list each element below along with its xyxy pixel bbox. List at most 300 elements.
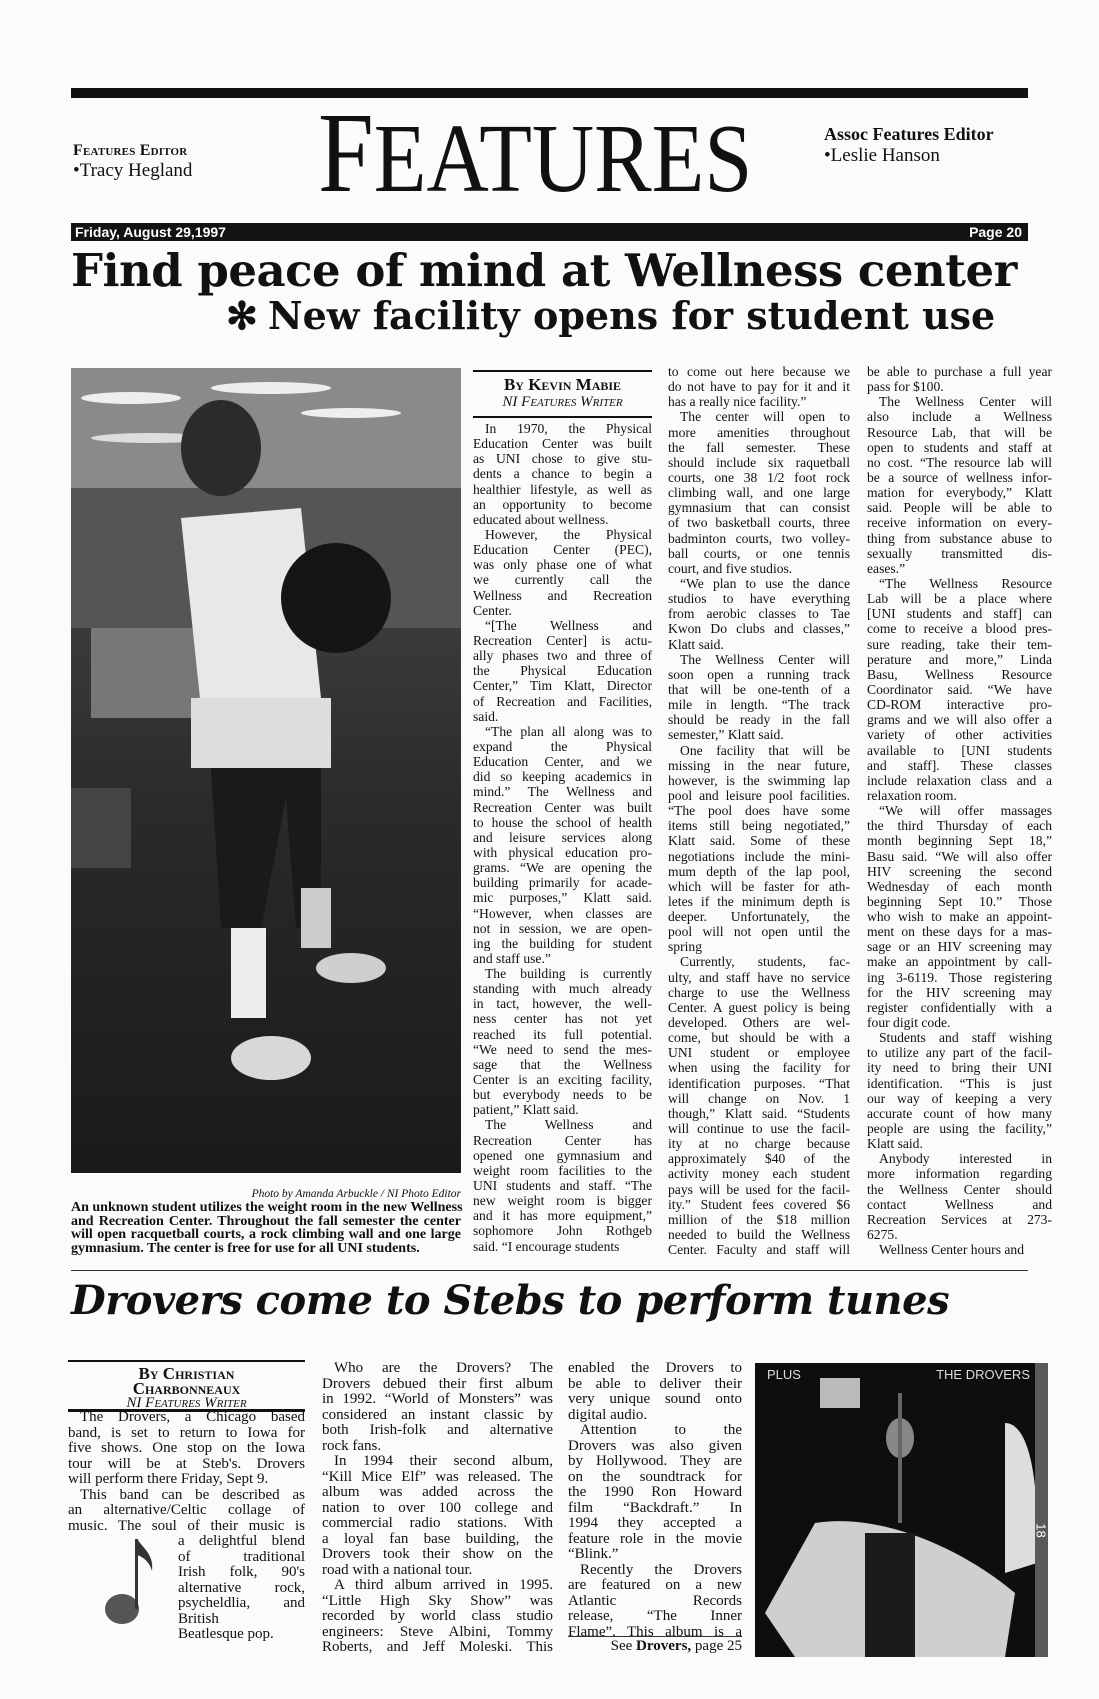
text-line: “Blink.” xyxy=(568,1546,619,1562)
album-cover-image xyxy=(755,1363,1048,1657)
text-line: Education Center was built xyxy=(473,436,652,452)
text-line: album was added across the xyxy=(322,1484,553,1500)
paragraph xyxy=(473,966,652,1117)
text-line: activity money each student xyxy=(668,1166,850,1182)
text-line: however, is the swimming lap xyxy=(668,772,850,788)
text-line: as UNI chose to give stu- xyxy=(473,451,652,467)
paragraph xyxy=(473,1117,652,1253)
paragraph xyxy=(473,421,652,527)
text-line: band, is set to return to Iowa for xyxy=(68,1424,305,1441)
photo-credit: Photo by Amanda Arbuckle / NI Photo Editor xyxy=(251,1188,461,1200)
text-line: The building is currently xyxy=(485,966,652,982)
text-line: four digit code. xyxy=(867,1015,951,1031)
text-line: British xyxy=(178,1610,219,1627)
text-line: soon open a running track xyxy=(668,666,850,682)
paragraph xyxy=(867,1242,1052,1257)
paragraph xyxy=(668,954,850,1257)
paragraph xyxy=(71,1201,461,1255)
jump-prefix: See xyxy=(610,1638,633,1654)
text-line: “Little High Sky Show” was xyxy=(322,1592,553,1609)
text-line: ally phases two and three of xyxy=(473,648,652,664)
text-line: has a really nice facility.” xyxy=(668,394,807,410)
text-line: 1994 they accepted a xyxy=(568,1515,742,1531)
album-text-number: 18 xyxy=(1033,1523,1048,1538)
text-line: CD-ROM interactive pro- xyxy=(867,697,1052,713)
text-line: mum depth of the lap pool, xyxy=(668,863,850,879)
paragraph xyxy=(68,1410,305,1488)
text-line: courts, one 38 1/2 foot rock xyxy=(668,469,850,485)
text-line: climbing wall, and one large xyxy=(668,485,850,501)
text-line: ing 3-6119. Those registering xyxy=(867,969,1052,985)
text-line: nation to over 100 college and xyxy=(322,1499,553,1516)
text-line: perature and more,” Linda xyxy=(867,651,1052,667)
text-line: mile in length. “The track xyxy=(668,697,850,713)
text-line: “We need to send the mes- xyxy=(473,1041,652,1057)
text-line: Drovers took their show on the xyxy=(322,1546,553,1562)
drovers-column-2 xyxy=(322,1361,553,1656)
text-line: identification purposes. “That xyxy=(668,1075,850,1091)
text-line: badminton courts, two volley- xyxy=(668,530,850,546)
text-line: very unique sound onto xyxy=(568,1391,742,1407)
text-line: Center. Faculty and staff will xyxy=(668,1242,850,1258)
section-title-initial: F xyxy=(318,89,374,216)
paragraph xyxy=(867,803,1052,1030)
text-line: Students and staff wishing xyxy=(879,1030,1052,1046)
text-line: of traditional xyxy=(178,1548,305,1565)
text-line: alternative rock, xyxy=(178,1579,305,1596)
text-line: Atlantic Records xyxy=(568,1592,742,1609)
text-line: Education Center, and we xyxy=(473,754,652,770)
text-line: Wellness and Recreation xyxy=(473,587,652,603)
text-line: for the HIV screening may xyxy=(867,984,1052,1000)
features-editor-label: Features Editor xyxy=(73,142,188,159)
text-line: gymnasium that can consist xyxy=(668,500,850,516)
paragraph xyxy=(668,409,850,576)
text-line: be a source of wellness infor- xyxy=(867,469,1052,485)
text-line: do not have to pay for it and it xyxy=(668,379,850,395)
text-line: come to receive a blood pres- xyxy=(867,621,1052,637)
text-line: of two basketball courts, three xyxy=(668,515,850,531)
text-line: items still being negotiated,” xyxy=(668,818,850,834)
assoc-editor-label: Assoc Features Editor xyxy=(824,124,994,144)
text-line: The Wellness and xyxy=(485,1117,652,1133)
text-line: UNI student or employee xyxy=(668,1045,850,1061)
text-line: The Wellness Center will xyxy=(879,394,1052,410)
text-line: Roberts, and Jeff Moleski. This xyxy=(322,1639,553,1655)
text-line: charge to use the Wellness xyxy=(668,984,850,1000)
byline-author-first: By Christian xyxy=(138,1364,235,1383)
text-line: commercial radio stations. With xyxy=(322,1515,553,1531)
assoc-editor-name: •Leslie Hanson xyxy=(824,145,940,166)
text-line: to house the school of health xyxy=(473,814,652,830)
text-line: “Kill Mice Elf” was released. The xyxy=(322,1468,553,1485)
paragraph xyxy=(867,576,1052,803)
jump-page: page 25 xyxy=(694,1638,742,1654)
text-line: will open racquetball courts, a rock climbing wall and one large xyxy=(71,1227,461,1243)
text-line: dents a chance to begin a xyxy=(473,466,652,482)
text-line: Klatt said. Some of these xyxy=(668,833,850,849)
text-line: be able to purchase a full year xyxy=(867,364,1052,379)
text-line: recorded by world class studio xyxy=(322,1608,553,1624)
text-line: enabled the Drovers to xyxy=(568,1360,742,1376)
text-line: road with a national tour. xyxy=(322,1561,473,1578)
text-line: ness center has not yet xyxy=(473,1011,652,1027)
top-rule xyxy=(71,88,1028,98)
text-line: include relaxation class and a xyxy=(867,772,1052,788)
text-line: was only phase one of what xyxy=(473,557,652,573)
drovers-headline: Drovers come to Stebs to perform tunes xyxy=(71,1277,950,1324)
text-line: Basu said. “We will also offer xyxy=(867,848,1052,864)
gym-photo xyxy=(71,368,461,1173)
text-line: ball courts, or one tennis xyxy=(668,545,850,561)
text-line: ity.” Student fees covered $6 xyxy=(668,1196,850,1212)
text-line: the Physical Education xyxy=(473,663,652,679)
byline-author-last: Charbonneaux xyxy=(132,1379,241,1398)
paragraph xyxy=(867,1030,1052,1151)
text-line: month beginning Sept 18,” xyxy=(867,833,1052,849)
text-line: Recreation Center was built xyxy=(473,799,652,815)
asterisk-icon xyxy=(226,293,268,338)
text-line: engineers: Steve Albini, Tommy xyxy=(322,1623,553,1640)
text-line: feature role in the movie xyxy=(568,1530,742,1547)
drovers-column-3 xyxy=(568,1361,742,1640)
text-line: thing from substance abuse to xyxy=(867,530,1052,546)
text-line: expand the Physical xyxy=(473,738,652,754)
text-line: Lab will be a place where xyxy=(867,591,1052,607)
paragraph xyxy=(568,1423,742,1563)
text-line: In 1994 their second album, xyxy=(334,1453,553,1469)
text-line: “The pool does have some xyxy=(668,803,850,819)
text-line: Drovers debued their first album xyxy=(322,1375,553,1392)
features-editor-name: •Tracy Hegland xyxy=(73,160,193,181)
text-line: Who are the Drovers? The xyxy=(334,1360,553,1376)
text-line: studios to have everything xyxy=(668,591,850,607)
text-line: A third album arrived in 1995. xyxy=(334,1577,553,1593)
text-line: release, “The Inner xyxy=(568,1608,742,1624)
text-line: the 1990 Ron Howard xyxy=(568,1484,742,1500)
headline: Find peace of mind at Wellness center xyxy=(71,244,1017,297)
text-line: music. The soul of their music is xyxy=(68,1517,305,1534)
text-line: receive information on every- xyxy=(867,515,1052,531)
drovers-byline xyxy=(68,1360,305,1412)
text-line: rock fans. xyxy=(322,1437,382,1454)
text-line: said. People will be able to xyxy=(867,500,1052,516)
continued-jump[interactable] xyxy=(568,1636,742,1655)
text-line: healthier lifestyle, as well as xyxy=(473,481,652,497)
text-line: gymnasium. The center is free for use for all UNI students. xyxy=(71,1240,420,1256)
text-line: educated about wellness. xyxy=(473,511,609,527)
text-line: deeper. Unfortunately, the xyxy=(668,909,850,925)
text-line: our way of keeping a very xyxy=(867,1090,1052,1106)
page-number: Page 20 xyxy=(969,224,1022,240)
paragraph xyxy=(668,652,850,743)
text-line: to utilize any part of the facil- xyxy=(867,1045,1052,1061)
text-line: grams and we will also offer a xyxy=(867,712,1052,728)
article-column-3 xyxy=(867,364,1052,1257)
text-line: make an appointment by call- xyxy=(867,954,1052,970)
byline-role: NI Features Writer xyxy=(502,394,623,410)
text-line: ing the building for student xyxy=(473,935,652,951)
text-line: no cost. “The resource lab will xyxy=(867,454,1052,470)
text-line: Recreation Services at 273- xyxy=(867,1211,1052,1227)
text-line: reached its full potential. xyxy=(473,1026,652,1042)
text-line: a delightful blend xyxy=(178,1533,305,1549)
text-line: 6275. xyxy=(867,1227,898,1243)
paragraph xyxy=(473,724,652,966)
text-line: in tact, however, the well- xyxy=(473,996,652,1012)
paragraph xyxy=(867,364,1052,394)
text-line: film “Backdraft.” In xyxy=(568,1499,742,1516)
text-line: of Recreation and Facilities, xyxy=(473,693,652,709)
text-line: HIV screening the second xyxy=(867,863,1052,879)
text-line: million of the $18 million xyxy=(668,1211,850,1227)
text-line: Klatt said. xyxy=(867,1136,923,1152)
text-line: which will be faster for ath- xyxy=(668,878,850,894)
paragraph xyxy=(322,1454,553,1578)
text-line: approximately $40 of the xyxy=(668,1151,850,1167)
text-line: The Wellness Center will xyxy=(680,651,850,667)
text-line: sure reading, take their tem- xyxy=(867,636,1052,652)
text-line: did so keeping academics in xyxy=(473,769,652,785)
text-line: semester,” Klatt said. xyxy=(668,727,784,743)
text-line: eases.” xyxy=(867,560,906,576)
text-line: Currently, students, fac- xyxy=(680,954,850,970)
text-line: mation for everybody,” Klatt xyxy=(867,485,1052,501)
text-line: “We plan to use the dance xyxy=(680,575,850,591)
text-line: the Wellness Center should xyxy=(867,1181,1052,1197)
paragraph xyxy=(668,743,850,955)
text-line: mic purposes,” Klatt said. xyxy=(473,890,652,906)
text-line: considered an instant classic by xyxy=(322,1406,553,1423)
text-line: Kwon Do clubs and classes,” xyxy=(668,621,850,637)
text-line: Center. A guest policy is being xyxy=(668,999,850,1015)
byline-author: By Kevin Mabie xyxy=(503,375,622,394)
text-line: However, the Physical xyxy=(485,526,652,542)
text-line: and leisure services along xyxy=(473,829,652,845)
text-line: grams. “We are opening the xyxy=(473,860,652,876)
album-text-plus: PLUS xyxy=(767,1367,801,1382)
text-line: “The plan all along was to xyxy=(485,723,652,739)
text-line: Attention to the xyxy=(580,1422,742,1438)
text-line: to come out here because we xyxy=(668,364,850,379)
text-line: Recreation Center has xyxy=(473,1132,652,1148)
text-line: an opportunity to become xyxy=(473,496,652,512)
text-line: that will be one-tenth of a xyxy=(668,681,850,697)
text-line: by Hollywood. They are xyxy=(568,1453,742,1469)
text-line: people are using the facility,” xyxy=(867,1121,1052,1137)
text-line: both Irish-folk and alternative xyxy=(322,1422,553,1438)
photo-caption xyxy=(71,1201,461,1255)
text-line: digital audio. xyxy=(568,1406,648,1423)
text-line: Center,” Tim Klatt, Director xyxy=(473,678,652,694)
text-line: UNI students and staff. “The xyxy=(473,1178,652,1194)
paragraph xyxy=(473,527,652,618)
text-line: [UNI students and staff] can xyxy=(867,606,1052,622)
text-line: more information regarding xyxy=(867,1166,1052,1182)
text-line: pass for $100. xyxy=(867,379,944,395)
text-line: “However, when classes are xyxy=(473,905,652,921)
text-line: developed. Others are wel- xyxy=(668,1015,850,1031)
text-line: be able to deliver their xyxy=(568,1375,742,1392)
text-line: should include six raquetball xyxy=(668,454,850,470)
text-line: on the soundtrack for xyxy=(568,1468,742,1485)
paragraph xyxy=(867,394,1052,576)
text-line: relaxation room. xyxy=(867,787,957,803)
text-line: accurate count of how many xyxy=(867,1105,1052,1121)
text-line: the fall semester. These xyxy=(668,439,850,455)
text-line: standing with much already xyxy=(473,981,652,997)
text-line: who wish to make an appoint- xyxy=(867,909,1052,925)
text-line: “[The Wellness and xyxy=(485,617,652,633)
text-line: open to students and staff at xyxy=(867,439,1052,455)
weightlifter-image xyxy=(71,368,461,1173)
text-line: but everybody needs to be xyxy=(473,1087,652,1103)
text-line: Recreation Center] is actu- xyxy=(473,632,652,648)
text-line: come, but should be with a xyxy=(668,1030,850,1046)
text-line: An unknown student utilizes the weight room in the new Wellness xyxy=(71,1200,463,1215)
text-line: mind.” The Wellness and xyxy=(473,784,652,800)
subheadline-text: New facility opens for student use xyxy=(267,293,996,338)
text-line: weight room facilities to the xyxy=(473,1162,652,1178)
section-title xyxy=(318,89,753,216)
paragraph xyxy=(668,364,850,409)
text-line: needed to build the Wellness xyxy=(668,1227,850,1243)
text-line: variety of other activities xyxy=(867,727,1052,743)
byline-role: NI Features Writer xyxy=(126,1395,247,1411)
text-line: said. “I encourage students xyxy=(473,1238,620,1254)
text-line: letes if the minimum depth is xyxy=(668,893,850,909)
text-line: patient,” Klatt said. xyxy=(473,1102,579,1118)
text-line: missing in the near future, xyxy=(668,757,850,773)
paragraph xyxy=(322,1361,553,1454)
text-line: from aerobic classes to Tae xyxy=(668,606,850,622)
byline xyxy=(473,370,652,418)
text-line: will perform there Friday, Sept 9. xyxy=(68,1471,269,1487)
text-line: pool and leisure pool facilities. xyxy=(668,787,850,803)
album-text-title: THE DROVERS xyxy=(936,1367,1030,1382)
text-line: ment on these days for a mas- xyxy=(867,924,1052,940)
text-line: should be ready in the fall xyxy=(668,712,850,728)
text-line: Anybody interested in xyxy=(879,1151,1052,1167)
music-note-icon xyxy=(104,1535,156,1627)
text-line: with physical education pro- xyxy=(473,844,652,860)
issue-date: Friday, August 29,1997 xyxy=(75,224,226,240)
text-line: also include a Wellness xyxy=(867,409,1052,425)
text-line: more amenities throughout xyxy=(668,424,850,440)
text-line: though,” Klatt said. “Students xyxy=(668,1105,850,1121)
text-line: and it has more equipment,” xyxy=(473,1208,652,1224)
text-line: five shows. One stop on the Iowa xyxy=(68,1440,305,1456)
text-line: will change on Nov. 1 xyxy=(668,1090,850,1106)
text-line: Center is an exciting facility, xyxy=(473,1072,652,1088)
text-line: Recently the Drovers xyxy=(580,1561,742,1578)
text-line: new weight room is bigger xyxy=(473,1193,652,1209)
text-line: and staff use.” xyxy=(473,950,551,966)
text-line: Coordinator said. “We have xyxy=(867,681,1052,697)
text-line: are featured on a new xyxy=(568,1577,742,1593)
section-title-rest: EATURES xyxy=(373,105,753,213)
text-line: Klatt said. xyxy=(668,636,724,652)
text-line: Irish folk, 90's xyxy=(178,1564,305,1580)
text-line: tour will be at Steb's. Drovers xyxy=(68,1455,305,1472)
text-line: ity need to bring their UNI xyxy=(867,1060,1052,1076)
text-line: contact Wellness and xyxy=(867,1196,1052,1212)
text-line: will continue to use the facil- xyxy=(668,1121,850,1137)
text-line: not in session, we are open- xyxy=(473,920,652,936)
text-line: In 1970, the Physical xyxy=(485,421,652,436)
text-line: building primarily for acade- xyxy=(473,875,652,891)
text-line: Basu, Wellness Resource xyxy=(867,666,1052,682)
text-line: pays will be used for the facil- xyxy=(668,1181,850,1197)
text-line: an alternative/Celtic collage of xyxy=(68,1502,305,1518)
text-line: pool will not open until the xyxy=(668,924,850,940)
text-line: Education Center (PEC), xyxy=(473,542,652,558)
text-line: negotiations include the mini- xyxy=(668,848,850,864)
text-line: Wednesday of each month xyxy=(867,878,1052,894)
paragraph xyxy=(568,1563,742,1641)
text-line: sophomore John Rothgeb xyxy=(473,1223,652,1239)
text-line: beginning Sept 10.” Those xyxy=(867,893,1052,909)
text-line: said. xyxy=(473,708,499,724)
text-line: “The Wellness Resource xyxy=(879,575,1052,591)
text-line: psycheldlia, and xyxy=(178,1595,305,1611)
text-line: Center. xyxy=(473,602,512,618)
text-line: register confidentially with a xyxy=(867,999,1052,1015)
text-line: we currently call the xyxy=(473,572,652,588)
text-line: and staff]. These classes xyxy=(867,757,1052,773)
article-column-1 xyxy=(473,421,652,1254)
features-editor-credit xyxy=(73,142,192,182)
subheadline xyxy=(226,293,1026,339)
paragraph xyxy=(668,576,850,652)
text-line: This band can be described as xyxy=(80,1486,305,1503)
text-line: a loyal fan base building, the xyxy=(322,1530,553,1547)
assoc-editor-credit xyxy=(824,124,994,167)
text-line: Drovers was also given xyxy=(568,1437,742,1454)
section-divider xyxy=(71,1270,1028,1271)
article-column-2 xyxy=(668,364,850,1257)
paragraph xyxy=(322,1578,553,1656)
text-line: Resource Lab, that will be xyxy=(867,424,1052,440)
text-line: when using the facility for xyxy=(668,1060,850,1076)
text-line: court, and five studios. xyxy=(668,560,793,576)
text-line: ulty, and staff have no service xyxy=(668,969,850,985)
text-line: opened one gymnasium and xyxy=(473,1147,652,1163)
text-line: available to [UNI students xyxy=(867,742,1052,758)
text-line: sage or an HIV screening may xyxy=(867,939,1052,955)
text-line: in 1992. “World of Monsters” was xyxy=(322,1391,553,1407)
text-line: The center will open to xyxy=(680,409,850,425)
text-line: the third Thursday of each xyxy=(867,818,1052,834)
date-bar xyxy=(71,223,1028,241)
text-line: identification. “This is just xyxy=(867,1075,1052,1091)
paragraph xyxy=(473,618,652,724)
text-line: Wellness Center hours and xyxy=(879,1242,1025,1258)
text-line: sexually transmitted dis- xyxy=(867,545,1052,561)
text-line: One facility that will be xyxy=(680,742,850,758)
text-line: sage that the Wellness xyxy=(473,1056,652,1072)
drovers-album-photo xyxy=(755,1363,1048,1657)
text-line: The Drovers, a Chicago based xyxy=(80,1409,305,1425)
text-line: ity at no charge because xyxy=(668,1136,850,1152)
text-line: and Recreation Center. Throughout the fall semester the center xyxy=(71,1213,461,1229)
text-line: “We will offer massages xyxy=(879,803,1052,819)
text-line: Beatlesque pop. xyxy=(178,1626,274,1642)
text-line: spring xyxy=(668,939,702,955)
paragraph xyxy=(867,1151,1052,1242)
text-line: Flame”. This album is a xyxy=(568,1623,742,1640)
jump-target: Drovers, xyxy=(636,1638,692,1654)
